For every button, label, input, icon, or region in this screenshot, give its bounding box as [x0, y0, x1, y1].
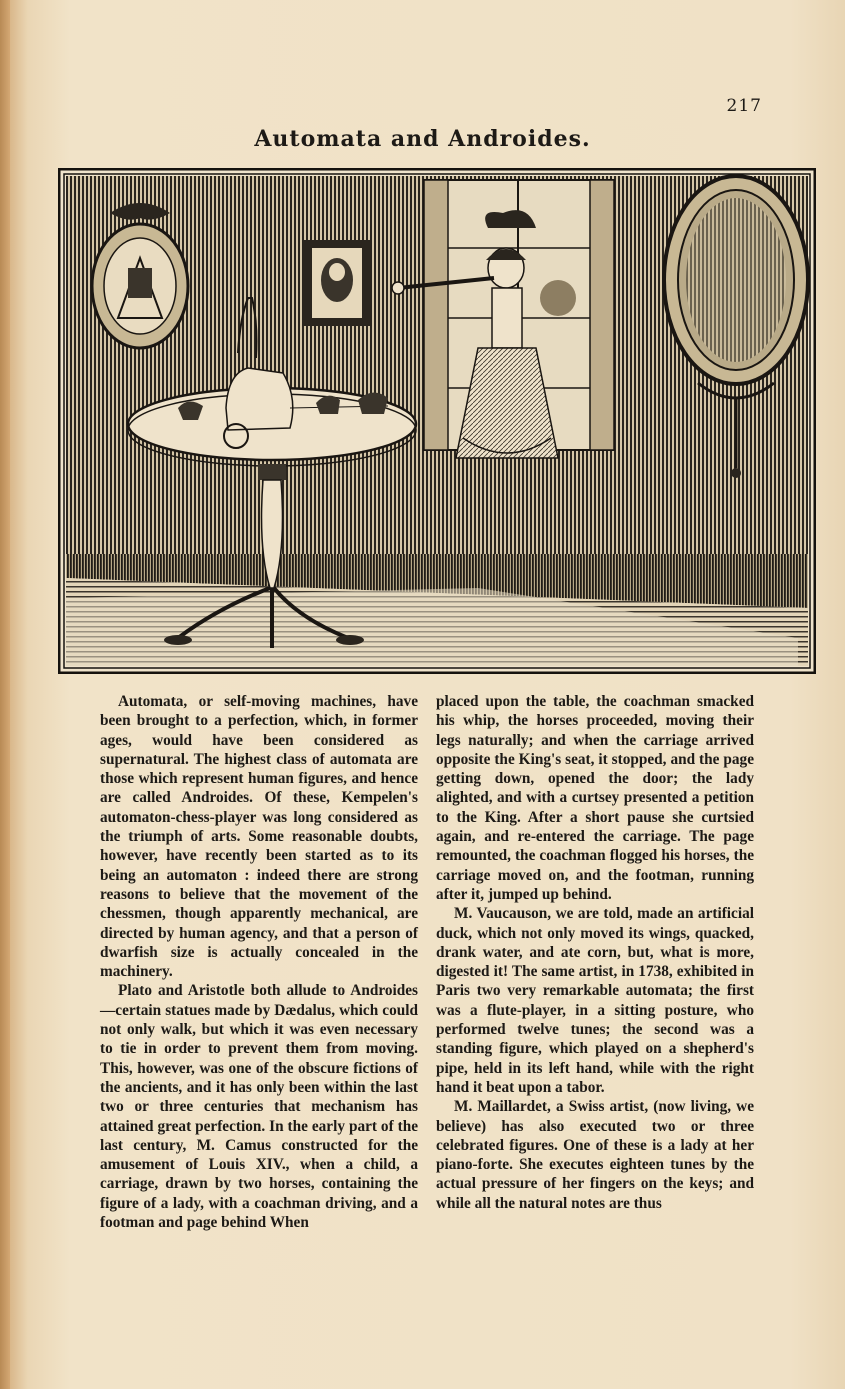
text-column-left	[100, 692, 418, 1232]
automata-room-engraving	[58, 168, 816, 674]
page-title: Automata and Androides.	[254, 126, 591, 152]
framed-portrait	[304, 240, 370, 326]
page-number: 217	[726, 96, 762, 116]
paragraph: Plato and Aristotle both allude to Androides—certain statues made by Dædalus, which could not only walk, but which it was even necessary to tie in order to prevent them from moving. This, however, was one of the obscure fictions of the ancients, and it has only been within the last two or three centuries that mechanism has attained great perfection. In the early part of the last century, M. Camus constructed for the amusement of Louis XIV., when a child, a carriage, drawn by two horses, containing the figure of a lady, with a coachman driving, and a footman and page behind When	[100, 982, 418, 1232]
paragraph: Automata, or self-moving machines, have been brought to a perfection, which, in former ages, would have been considered as supernatural. The highest class of automata are those which represent human figures, and hence are called Androides. Of these, Kempelen's automaton-chess-player was long considered as the triumph of arts. Some reasonable doubts, however, have recently been started as to its being an automaton : indeed there are strong reasons to believe that the movement of the chessmen, though apparently mechanical, are directed by human agency, and that a person of dwarfish size is actually concealed in the machinery.	[100, 693, 418, 981]
paragraph: placed upon the table, the coachman smacked his whip, the horses proceeded, moving their legs naturally; and when the carriage arrived opposite the King's seat, it stopped, and the page getting down, opened the door; the lady alighted, and with a curtsey presented a petition to the King. After a short pause she curtsied again, and re-entered the carriage. The page remounted, the coachman flogged his horses, the carriage moved on, and the footman, running after it, jumped up behind.	[436, 693, 754, 903]
text-column-right	[436, 692, 754, 1213]
engraving-illustration	[58, 168, 816, 674]
paragraph: M. Vaucauson, we are told, made an artificial duck, which not only moved its wings, quacked, drank water, and ate corn, but, what is more, digested it! The same artist, in 1738, exhibited in Paris two very remarkable automata; the first was a flute-player, in a sitting posture, who performed twelve tunes; the second was a standing figure, which played on a shepherd's pipe, held in its left hand, while with the right hand it beat upon a tabor.	[436, 905, 754, 1096]
paragraph: M. Maillardet, a Swiss artist, (now living, we believe) has also executed two or three celebrated figures. One of these is a lady at her piano-forte. She executes eighteen tunes by the actual pressure of her fingers on the keys; and while all the natural notes are thus	[436, 1098, 754, 1212]
book-binding-edge	[0, 0, 10, 1389]
